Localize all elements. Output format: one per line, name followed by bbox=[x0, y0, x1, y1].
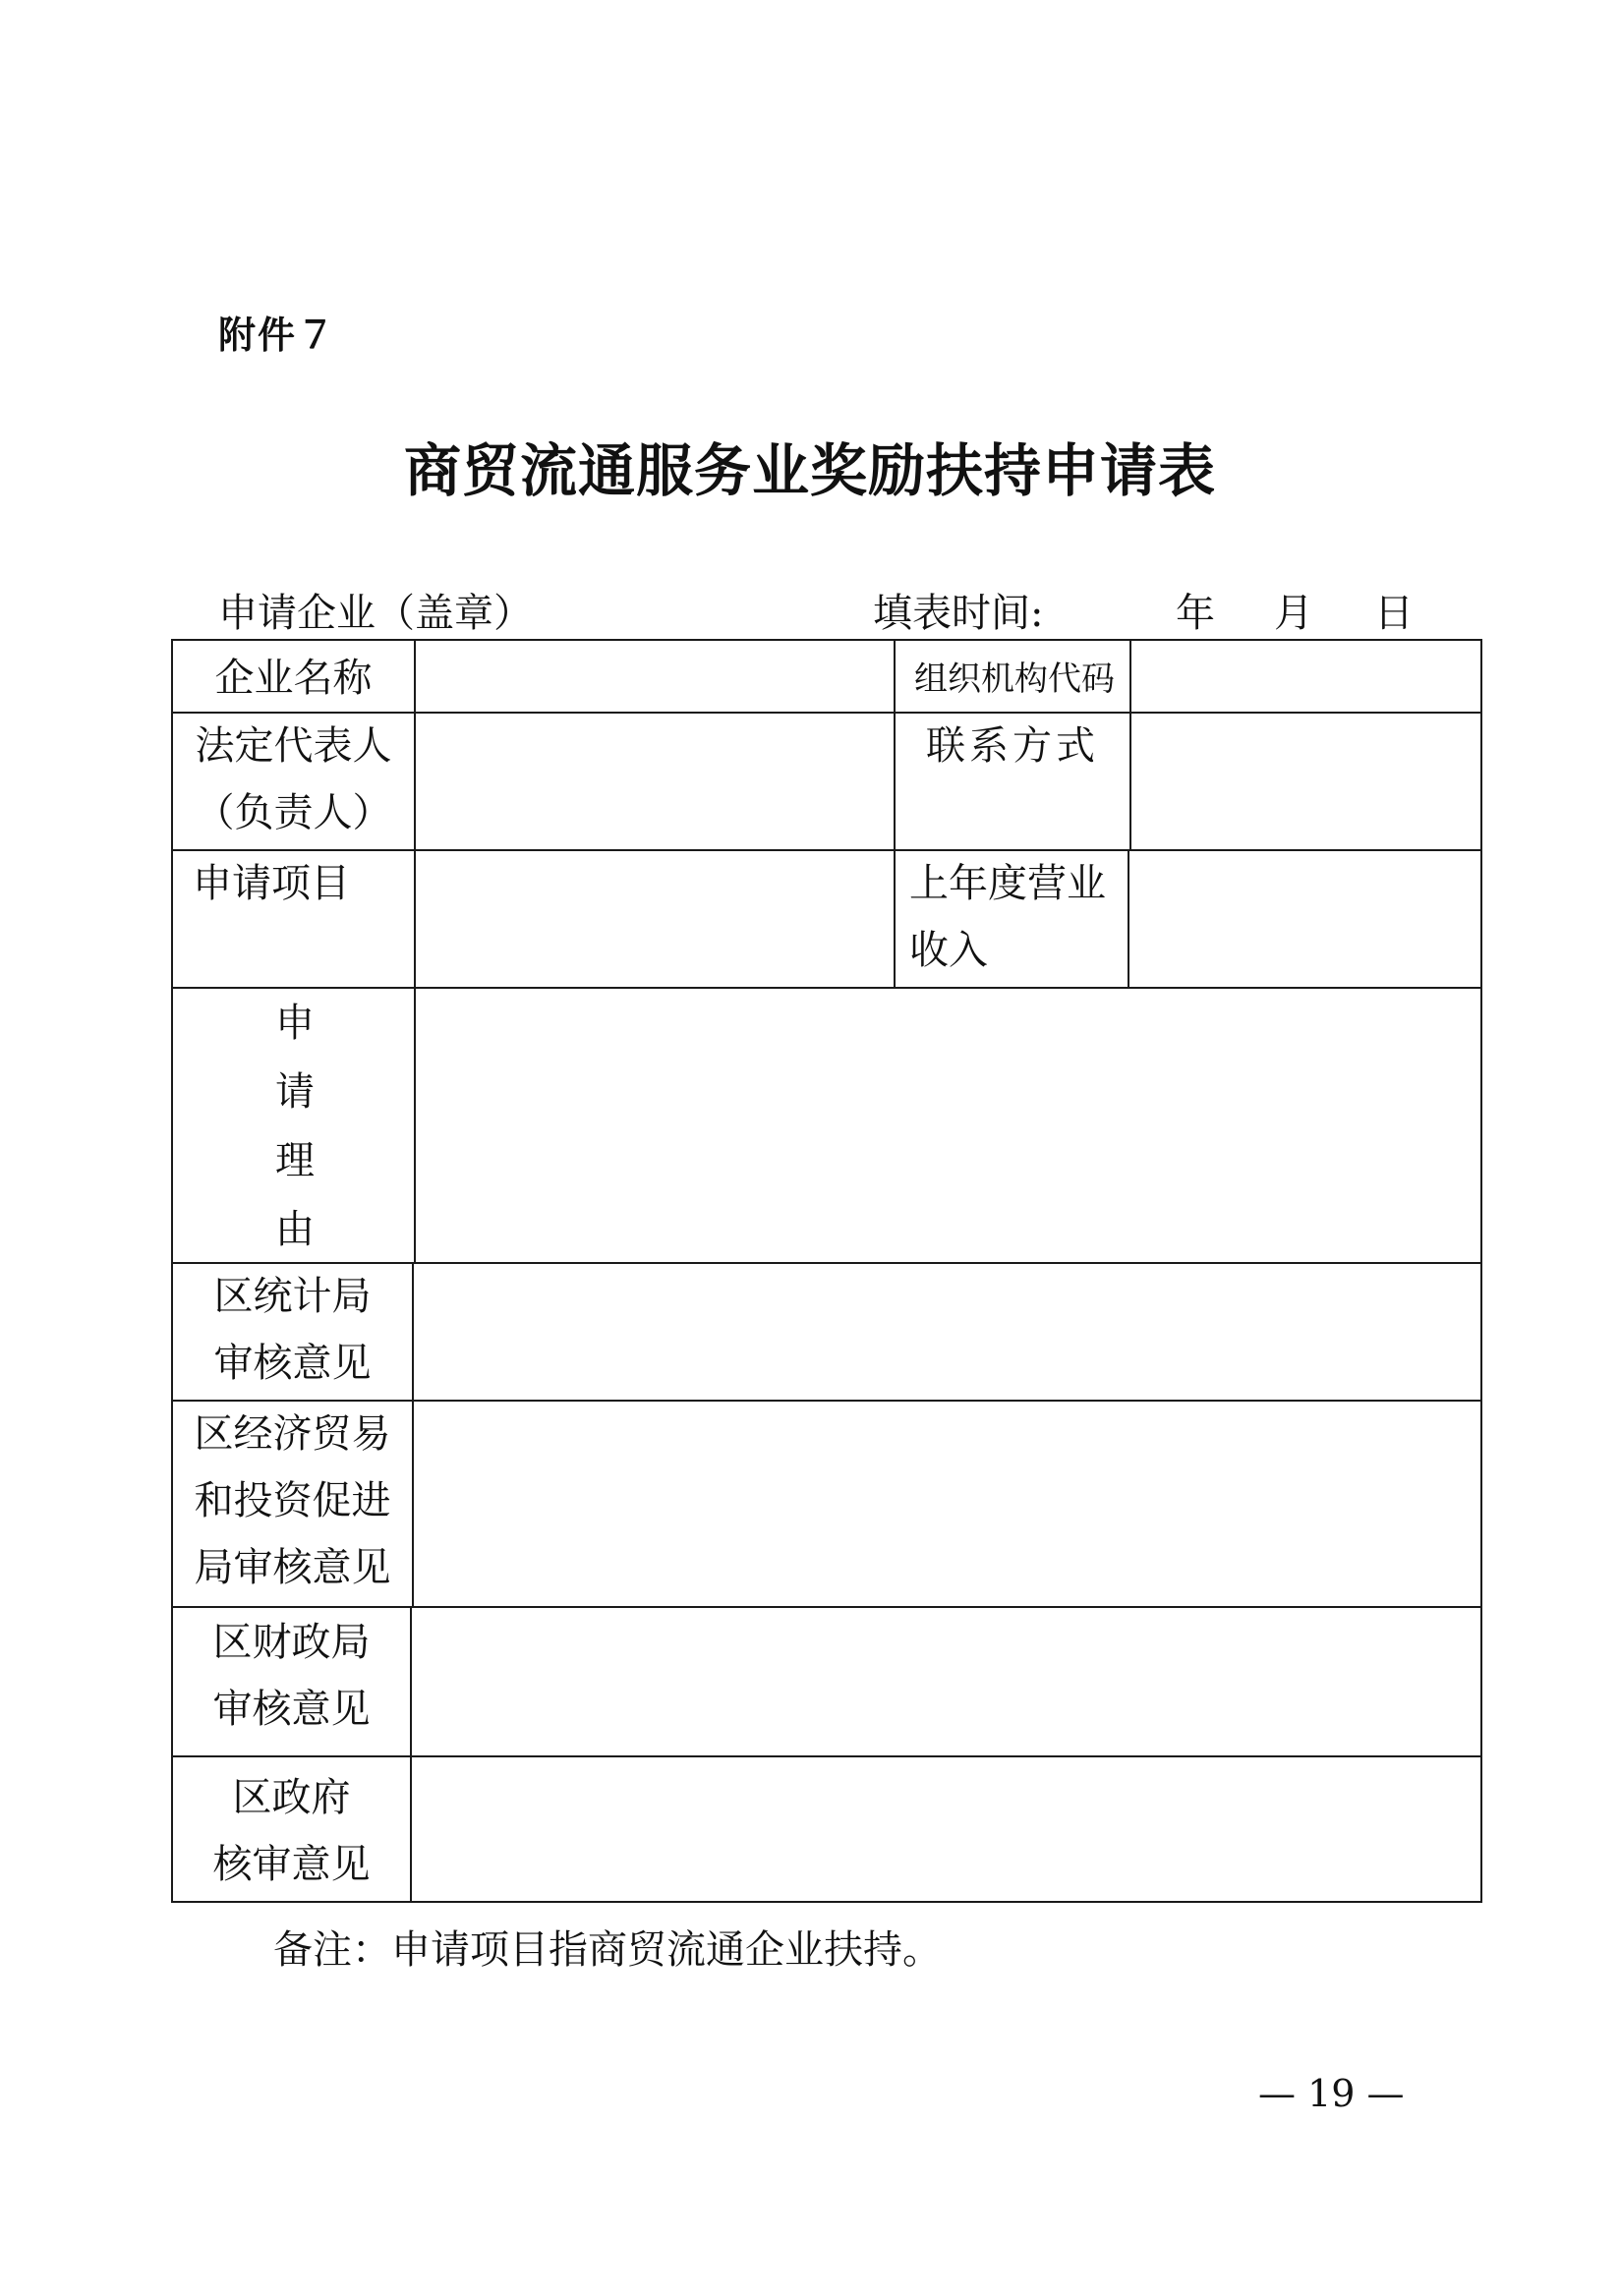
trade-bureau-label-line1: 区经济贸易 bbox=[194, 1411, 391, 1457]
finance-bureau-label-line2: 审核意见 bbox=[212, 1687, 371, 1732]
project-field[interactable] bbox=[414, 849, 896, 989]
page-number: — 19 — bbox=[1258, 2072, 1405, 2115]
legal-rep-field[interactable] bbox=[414, 712, 896, 851]
org-code-label: 组织机构代码 bbox=[914, 660, 1115, 699]
revenue-label-line2: 收入 bbox=[909, 928, 988, 973]
trade-bureau-label-line3: 局审核意见 bbox=[194, 1545, 391, 1590]
project-label: 申请项目 bbox=[193, 861, 350, 906]
finance-bureau-opinion-field[interactable] bbox=[410, 1606, 1482, 1757]
applicant-label: 申请企业（盖章） bbox=[218, 591, 533, 636]
trade-bureau-label-line2: 和投资促进 bbox=[194, 1478, 391, 1523]
day-label: 日 bbox=[1374, 591, 1414, 636]
finance-bureau-label-cell bbox=[171, 1606, 412, 1757]
stats-bureau-label-line2: 审核意见 bbox=[213, 1341, 372, 1386]
legal-rep-label-line2: （负责人） bbox=[195, 790, 392, 835]
reason-label: 申请理由 bbox=[275, 1001, 315, 1252]
revenue-label-line1: 上年度营业 bbox=[909, 861, 1106, 906]
org-code-field[interactable] bbox=[1129, 639, 1482, 714]
company-name-field[interactable] bbox=[414, 639, 896, 714]
contact-label: 联系方式 bbox=[926, 723, 1099, 769]
remark-note: 备注：申请项目指商贸流通企业扶持。 bbox=[273, 1927, 942, 1973]
reason-label-cell bbox=[171, 987, 416, 1264]
year-label: 年 bbox=[1176, 591, 1215, 636]
revenue-label-cell bbox=[894, 849, 1129, 989]
district-gov-label-cell bbox=[171, 1755, 412, 1903]
company-name-label-cell bbox=[171, 639, 416, 714]
company-name-label: 企业名称 bbox=[214, 656, 373, 701]
contact-label-cell bbox=[894, 712, 1131, 851]
month-label: 月 bbox=[1274, 591, 1313, 636]
application-form bbox=[171, 639, 1482, 1903]
reason-field[interactable] bbox=[414, 987, 1482, 1264]
revenue-field[interactable] bbox=[1128, 849, 1482, 989]
annex-label: 附件７ bbox=[218, 314, 337, 357]
legal-rep-label-cell bbox=[171, 712, 416, 851]
stats-bureau-opinion-field[interactable] bbox=[412, 1262, 1482, 1402]
district-gov-label-line1: 区政府 bbox=[232, 1775, 351, 1820]
district-gov-opinion-field[interactable] bbox=[410, 1755, 1482, 1903]
project-label-cell bbox=[171, 849, 416, 989]
stats-bureau-label-cell bbox=[171, 1262, 414, 1402]
legal-rep-label-line1: 法定代表人 bbox=[195, 723, 392, 769]
fill-time-label: 填表时间: bbox=[873, 591, 1044, 636]
finance-bureau-label-line1: 区财政局 bbox=[212, 1620, 371, 1665]
page-title: 商贸流通服务业奖励扶持申请表 bbox=[403, 437, 1216, 504]
district-gov-label-line2: 核审意见 bbox=[212, 1842, 371, 1887]
org-code-label-cell bbox=[894, 639, 1131, 714]
contact-field[interactable] bbox=[1129, 712, 1482, 851]
trade-bureau-opinion-field[interactable] bbox=[412, 1400, 1482, 1608]
trade-bureau-label-cell bbox=[171, 1400, 414, 1608]
stats-bureau-label-line1: 区统计局 bbox=[213, 1274, 372, 1319]
